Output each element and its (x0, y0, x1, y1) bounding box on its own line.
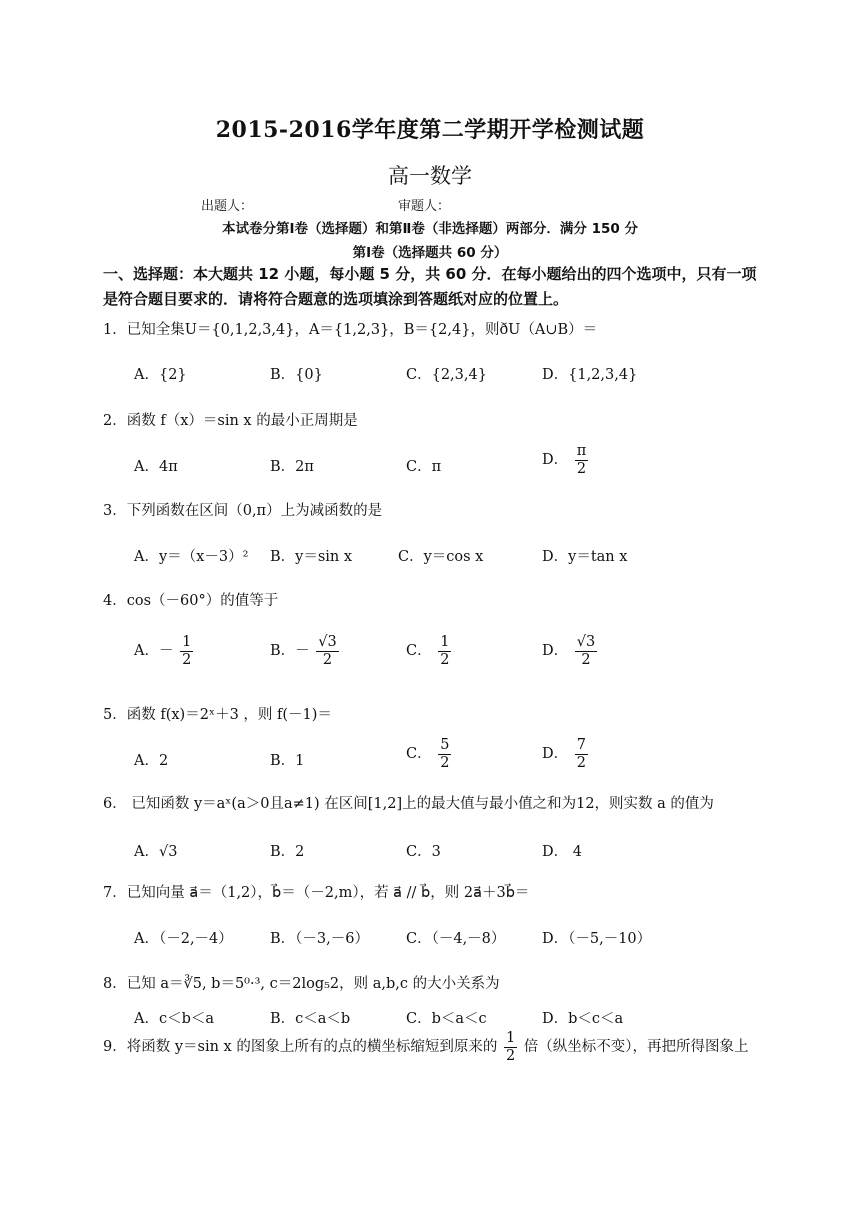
fraction-denominator: 2 (322, 651, 333, 668)
question-8-option-a: A．c＜b＜a (134, 1011, 215, 1027)
fraction-numerator: 1 (440, 634, 450, 650)
question-3-option-a: A．y＝（x－3）² (134, 549, 249, 565)
question-3-option-d: D．y＝tan x (542, 549, 628, 565)
question-7-option-a: A．（－2,－4） (134, 931, 233, 947)
fraction-numerator: √3 (576, 634, 596, 650)
question-4-option-c-fraction (438, 634, 451, 668)
fraction-denominator: 2 (576, 754, 586, 771)
question-3-option-b: B．y＝sin x (270, 549, 353, 565)
question-6-stem: 6． 已知函数 y＝aˣ(a＞0且a≠1) 在区间[1,2]上的最大值与最小值之和为12，则实数 a 的值为 (103, 796, 714, 812)
question-2-option-d (542, 443, 590, 477)
question-4-stem: 4．cos（－60°）的值等于 (103, 593, 279, 609)
question-6-option-a: A．√3 (134, 844, 178, 860)
question-8-option-d: D．b＜c＜a (542, 1011, 624, 1027)
question-8-stem: 8．已知 a＝∛5, b＝5⁰·³, c＝2log₅2，则 a,b,c 的大小关系为 (103, 976, 500, 992)
question-4-option-c (406, 634, 453, 668)
question-3-option-c: C．y＝cos x (398, 549, 484, 565)
fraction-numerator: 1 (182, 634, 192, 650)
question-5-option-d-fraction (575, 737, 588, 771)
fraction-denominator: 2 (581, 651, 591, 668)
part-one-heading: 第Ⅰ卷（选择题共 60 分） (352, 245, 508, 261)
setter-label: 出题人： (201, 199, 254, 214)
question-4-option-a-fraction (180, 634, 193, 668)
question-2-option-d-label: D． (542, 452, 569, 469)
section-instructions: 一、选择题：本大题共 12 小题，每小题 5 分，共 60 分．在每小题给出的四个选项中，只有一项是符合题目要求的．请将符合题意的选项填涂到答题纸对应的位置上。 (103, 265, 757, 308)
question-6-option-d: D． 4 (542, 844, 582, 860)
question-5-option-a: A．2 (134, 753, 169, 769)
question-2-option-a: A．4π (134, 459, 178, 475)
question-1-stem: 1．已知全集U＝{0,1,2,3,4}，A＝{1,2,3}，B＝{2,4}，则ðU（A∪B）＝ (103, 322, 598, 338)
question-1-option-a: A．{2} (134, 367, 187, 383)
question-7-option-c: C．（－4,－8） (406, 931, 506, 947)
question-4-option-a (134, 634, 195, 668)
question-5-option-d-label: D． (542, 746, 569, 763)
exam-title: 2015-2016学年度第二学期开学检测试题 (215, 117, 645, 143)
question-4-option-d (542, 634, 599, 668)
question-4-option-b-fraction (316, 634, 338, 668)
question-9-fraction (504, 1030, 517, 1064)
fraction-numerator: √3 (318, 634, 337, 650)
question-8-option-c: C．b＜a＜c (406, 1011, 487, 1027)
exam-note: 本试卷分第Ⅰ卷（选择题）和第Ⅱ卷（非选择题）两部分．满分 150 分 (222, 221, 638, 237)
fraction-denominator: 2 (576, 460, 587, 477)
question-5-option-b: B．1 (270, 753, 305, 769)
question-7-stem: 7．已知向量 a⃗＝（1,2），b⃗＝（－2,m），若 a⃗ // b⃗，则 2a⃗＋3b⃗＝ (103, 885, 530, 901)
question-2-option-c: C．π (406, 459, 442, 475)
question-4-option-b (270, 634, 341, 668)
question-2-stem: 2．函数 f（x）＝sin x 的最小正周期是 (103, 413, 358, 429)
question-4-option-a-label: A．－ (134, 643, 174, 660)
reviewer-label: 审题人： (398, 199, 451, 214)
question-4-option-b-label: B．－ (270, 643, 310, 660)
question-9-stem (103, 1030, 749, 1064)
question-7-option-b: B．（－3,－6） (270, 931, 369, 947)
fraction-denominator: 2 (182, 651, 192, 668)
question-5-option-c-label: C． (406, 746, 432, 763)
question-5-option-c (406, 737, 453, 771)
exam-subtitle: 高一数学 (388, 164, 472, 188)
question-6-option-c: C．3 (406, 844, 441, 860)
question-1-option-b: B．{0} (270, 367, 323, 383)
question-9-stem-start: 9．将函数 y＝sin x 的图象上所有的点的横坐标缩短到原来的 (103, 1039, 498, 1056)
question-8-option-b: B．c＜a＜b (270, 1011, 351, 1027)
question-5-option-c-fraction (438, 737, 451, 771)
question-3-stem: 3．下列函数在区间（0,π）上为减函数的是 (103, 503, 383, 519)
question-5-stem: 5．函数 f(x)＝2ˣ＋3 ，则 f(－1)＝ (103, 707, 332, 723)
question-1-option-d: D．{1,2,3,4} (542, 367, 638, 383)
question-4-option-c-label: C． (406, 643, 432, 660)
question-6-option-b: B．2 (270, 844, 305, 860)
question-2-option-d-fraction (575, 443, 589, 477)
fraction-numerator: 1 (505, 1030, 516, 1046)
question-5-option-d (542, 737, 590, 771)
fraction-numerator: π (576, 443, 587, 459)
question-4-option-d-fraction (575, 634, 597, 668)
fraction-denominator: 2 (440, 651, 450, 668)
question-4-option-d-label: D． (542, 643, 569, 660)
question-2-option-b: B．2π (270, 459, 314, 475)
question-1-option-c: C．{2,3,4} (406, 367, 487, 383)
fraction-denominator: 2 (505, 1047, 516, 1064)
question-9-stem-end: 倍（纵坐标不变），再把所得图象上 (523, 1039, 749, 1056)
fraction-numerator: 5 (440, 737, 450, 753)
question-7-option-d: D．（－5,－10） (542, 931, 652, 947)
fraction-denominator: 2 (440, 754, 450, 771)
fraction-numerator: 7 (576, 737, 586, 753)
